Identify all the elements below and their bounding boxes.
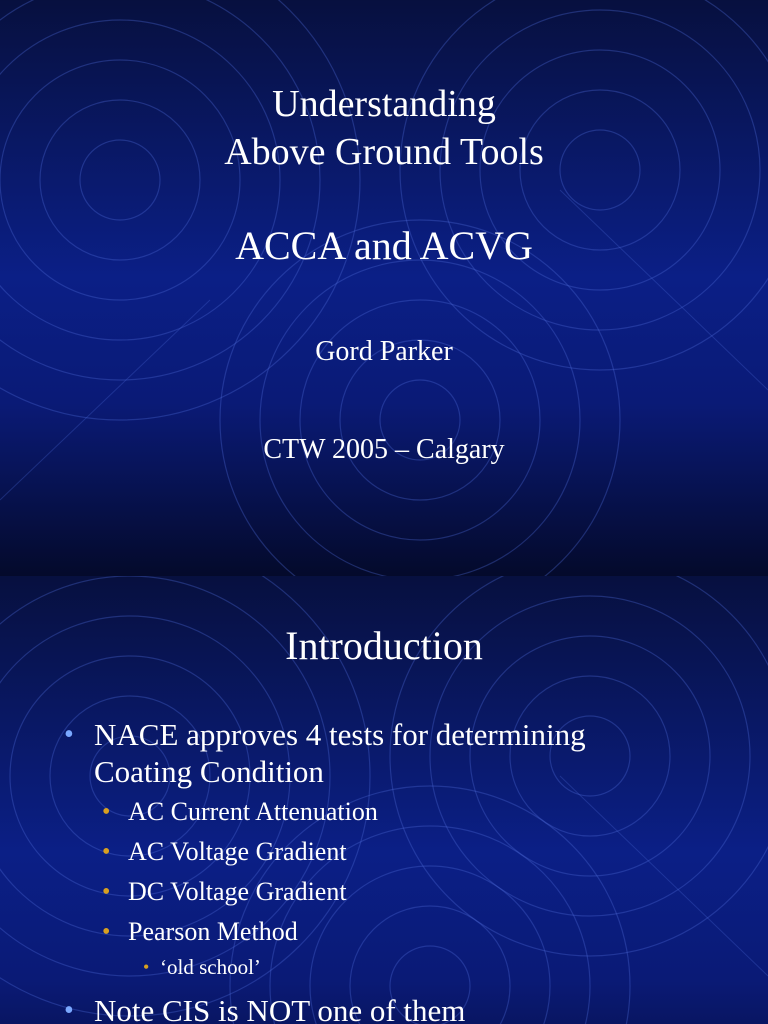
- list-item: [0, 872, 768, 912]
- list-item: [0, 992, 768, 1024]
- bullet-text: NACE approves 4 tests for determining: [94, 717, 586, 752]
- sub-bullet-text: AC Voltage Gradient: [128, 837, 347, 866]
- bullet-dot-icon: •: [143, 957, 150, 977]
- bullet-dot-icon: •: [102, 879, 111, 905]
- presentation-title: [0, 80, 768, 176]
- list-item: [0, 952, 768, 982]
- list-item: [0, 716, 768, 790]
- sub-bullet-text: AC Current Attenuation: [128, 797, 378, 826]
- bullet-text-continued: Coating Condition: [94, 754, 324, 789]
- event-name: CTW 2005 – Calgary: [263, 434, 505, 465]
- presentation-subtitle: ACCA and ACVG: [235, 223, 533, 268]
- slide-heading: Introduction: [285, 623, 483, 668]
- bullet-dot-icon: •: [102, 839, 111, 865]
- title-line-2: Above Ground Tools: [224, 131, 544, 173]
- title-line-1: Understanding: [272, 83, 496, 125]
- list-item: [0, 912, 768, 952]
- bullet-dot-icon: •: [64, 719, 74, 750]
- bullet-dot-icon: •: [102, 919, 111, 945]
- list-item: [0, 792, 768, 832]
- list-item: [0, 832, 768, 872]
- sub-sub-bullet-text: ‘old school’: [160, 955, 261, 979]
- introduction-slide: [0, 576, 768, 1024]
- bullet-text: Note CIS is NOT one of them: [94, 993, 466, 1024]
- bullet-dot-icon: •: [64, 995, 74, 1024]
- sub-bullet-text: DC Voltage Gradient: [128, 877, 347, 906]
- bullet-dot-icon: •: [102, 799, 111, 825]
- bullet-list: [0, 716, 768, 1024]
- sub-bullet-text: Pearson Method: [128, 917, 298, 946]
- author-name: Gord Parker: [315, 336, 453, 367]
